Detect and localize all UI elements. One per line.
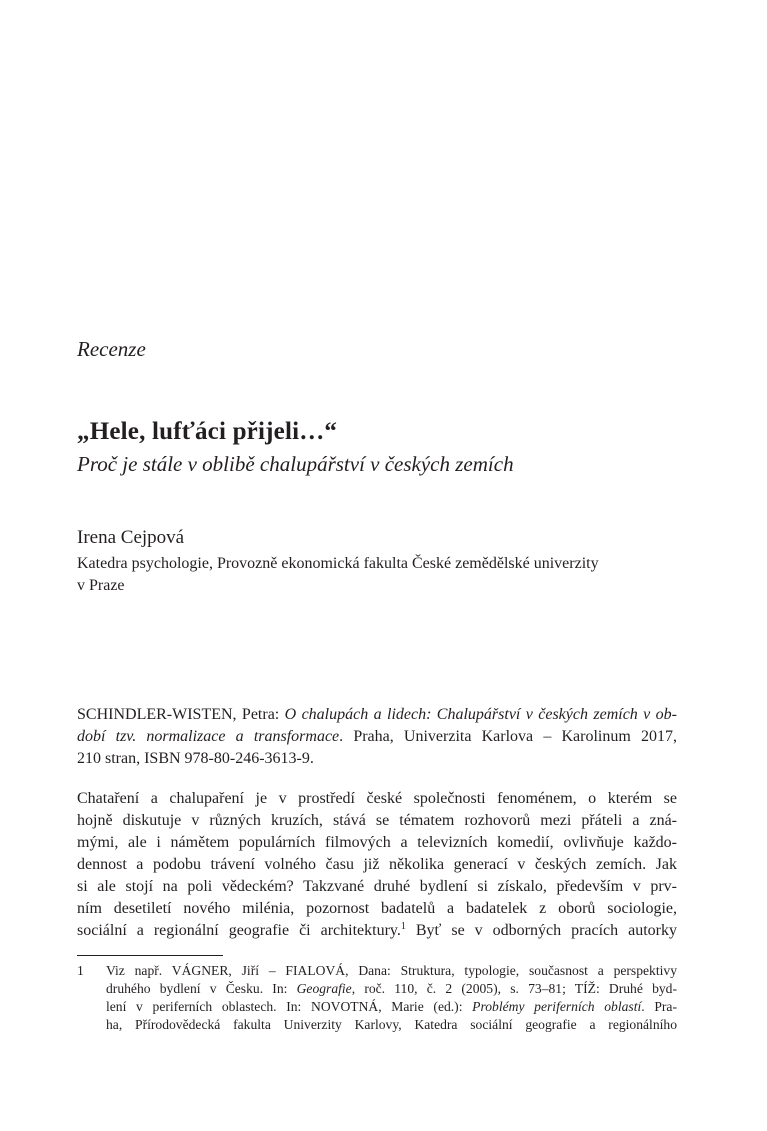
footnote-book-title: Problémy periferních oblastí xyxy=(472,999,642,1014)
citation-line xyxy=(77,726,677,748)
footnote-text xyxy=(106,962,677,1034)
citation-line: 210 stran, ISBN 978-80-246-3613-9. xyxy=(77,750,314,767)
reviewed-book-citation xyxy=(77,704,677,770)
citation-title: O chalupách a lidech: Chalupářství v českých zemích v ob- xyxy=(284,706,678,723)
body-text-segment: sociální a regionální geografie či architektury. xyxy=(77,922,401,939)
citation-line xyxy=(77,704,677,726)
body-line: dennost a podobu trávení volného času již několika generací v českých zemích. Jak xyxy=(77,856,677,873)
footnote-line: Viz např. VÁGNER, Jiří – FIALOVÁ, Dana: Struktura, typologie, současnost a perspektivy xyxy=(106,963,677,978)
affiliation-line: v Praze xyxy=(77,577,125,594)
citation-author: SCHINDLER-WISTEN, Petra: xyxy=(77,706,285,723)
footnote-segment: . Pra- xyxy=(641,999,677,1014)
author-name: Irena Cejpová xyxy=(77,527,185,548)
footnote-line xyxy=(106,980,677,998)
body-text-segment: Byť se v odborných pracích autorky xyxy=(405,922,677,939)
author-affiliation xyxy=(77,553,677,597)
footnote-number: 1 xyxy=(77,963,84,978)
body-line xyxy=(77,920,677,942)
footnote-segment: lení v periferních oblastech. In: NOVOTNÁ, Marie (ed.): xyxy=(106,999,473,1014)
citation-publisher: . Praha, Univerzita Karlova – Karolinum 2017, xyxy=(339,728,677,745)
footnote-reference[interactable]: 1 xyxy=(400,921,406,932)
article-subtitle: Proč je stále v oblibě chalupářství v českých zemích xyxy=(77,452,514,476)
footnote-segment: druhého bydlení v Česku. In: xyxy=(106,981,297,996)
article-title: „Hele, lufťáci přijeli…“ xyxy=(77,418,338,445)
footnote-line xyxy=(106,998,677,1016)
footnote-separator xyxy=(77,955,223,956)
body-line: hojně diskutuje v různých kruzích, stává se tématem rozhovorů mezi přáteli a zná- xyxy=(77,812,677,829)
footnote-segment: , roč. 110, č. 2 (2005), s. 73–81; TÍŽ: Druhé byd- xyxy=(351,981,678,996)
citation-title: dobí tzv. normalizace a transformace xyxy=(77,728,340,745)
review-body xyxy=(77,788,677,942)
section-heading: Recenze xyxy=(77,337,146,361)
footnote-journal: Geografie xyxy=(296,981,352,996)
body-line: ním desetiletí nového milénia, pozornost badatelů a badatelek z oborů sociologie, xyxy=(77,900,677,917)
body-line: Chataření a chalupaření je v prostředí české společnosti fenoménem, o kterém se xyxy=(77,790,677,807)
body-line: mými, ale i námětem populárních filmových a televizních komedií, ovlivňuje každo- xyxy=(77,834,677,851)
footnote-line: ha, Přírodovědecká fakulta Univerzity Karlovy, Katedra sociální geografie a regionálního xyxy=(106,1017,677,1032)
body-line: si ale stojí na poli vědeckém? Takzvané druhé bydlení si získalo, především v prv- xyxy=(77,878,677,895)
affiliation-line: Katedra psychologie, Provozně ekonomická fakulta České zemědělské univerzity xyxy=(77,555,599,572)
